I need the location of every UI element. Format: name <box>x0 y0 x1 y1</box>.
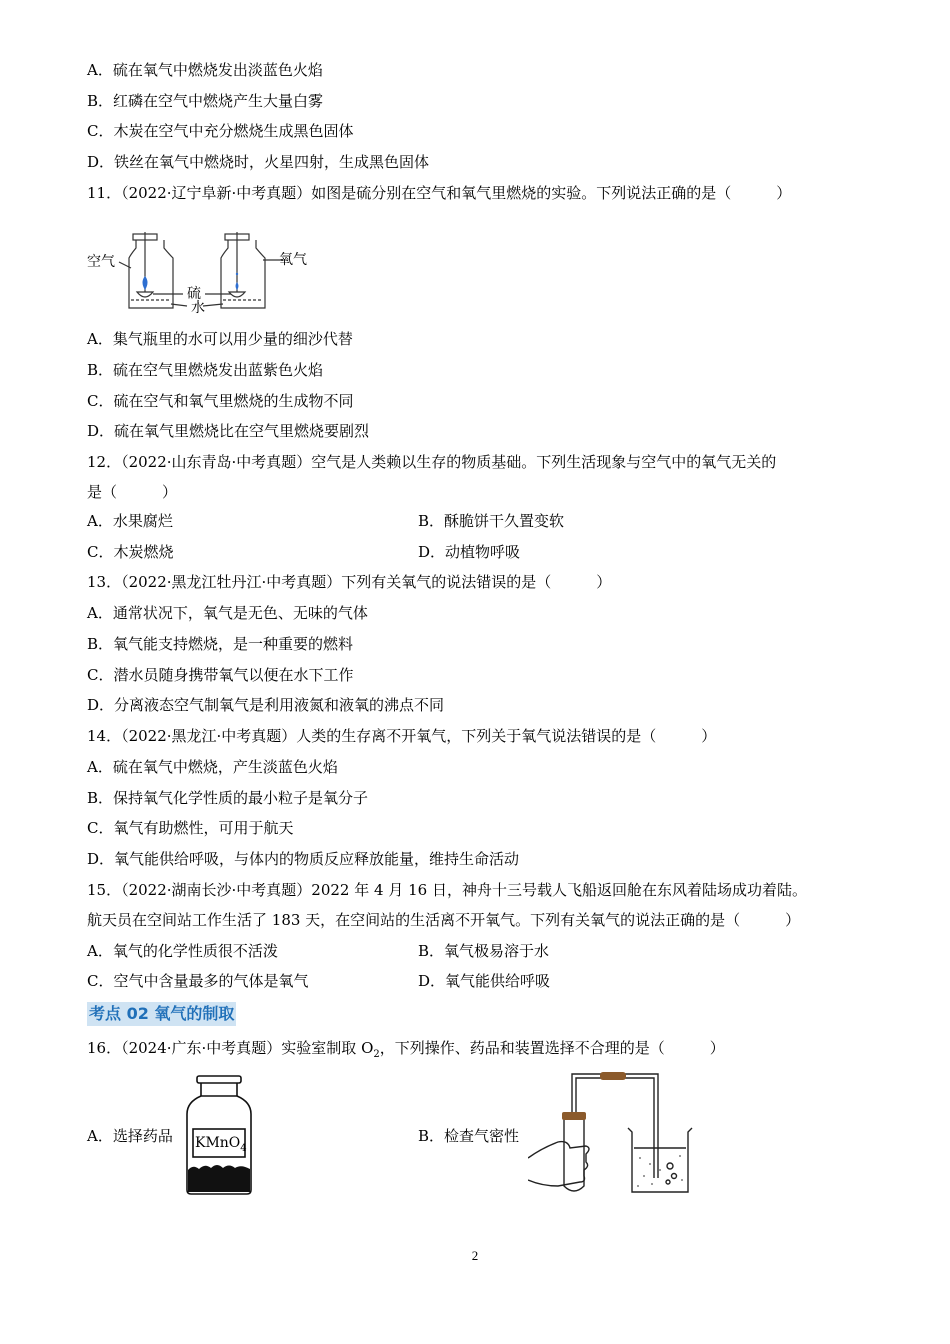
q11-figure-gas-jars <box>87 232 327 320</box>
q11-option-c: C．硫在空气和氧气里燃烧的生成物不同 <box>87 392 354 410</box>
q11-option-a: A．集气瓶里的水可以用少量的细沙代替 <box>87 330 353 348</box>
q12-option-d: D．动植物呼吸 <box>418 543 521 561</box>
q16-stem-sub: 2 <box>373 1049 380 1060</box>
q15-option-d: D．氧气能供给呼吸 <box>418 972 551 990</box>
q16-stem <box>87 1038 725 1065</box>
q16-stem-pre: 16．（2024·广东·中考真题）实验室制取 O <box>87 1039 374 1057</box>
bottle-label-sub: 4 <box>240 1142 247 1154</box>
page-number: 2 <box>471 1248 479 1263</box>
q11-option-b: B．硫在空气里燃烧发出蓝紫色火焰 <box>87 361 324 379</box>
label-sulfur: 硫 <box>187 286 201 302</box>
q14-stem: 14．（2022·黑龙江·中考真题）人类的生存离不开氧气，下列关于氧气说法错误的是（ ） <box>87 727 717 745</box>
section-heading: 考点 02 氧气的制取 <box>87 1002 236 1026</box>
q11-option-d: D．硫在氧气里燃烧比在空气里燃烧要剧烈 <box>87 422 370 440</box>
q11-stem: 11．（2022·辽宁阜新·中考真题）如图是硫分别在空气和氧气里燃烧的实验。下列说法正确的是（ ） <box>87 184 792 202</box>
q10-option-d: D．铁丝在氧气中燃烧时，火星四射，生成黑色固体 <box>87 153 430 171</box>
tube-beaker-icon <box>528 1068 698 1198</box>
airtightness-check-apparatus <box>528 1068 698 1198</box>
q15-stem-line2: 航天员在空间站工作生活了 183 天，在空间站的生活离不开氧气。下列有关氧气的说法正确的是（ ） <box>87 911 801 929</box>
q14-option-d: D．氧气能供给呼吸，与体内的物质反应释放能量，维持生命活动 <box>87 850 520 868</box>
q14-option-c: C．氧气有助燃性，可用于航天 <box>87 819 294 837</box>
q14-option-a: A．硫在氧气中燃烧，产生淡蓝色火焰 <box>87 758 338 776</box>
bottle-label-text: KMnO <box>195 1135 241 1151</box>
label-air: 空气 <box>87 254 115 270</box>
q12-stem-line2: 是（ ） <box>87 483 178 501</box>
q13-stem: 13．（2022·黑龙江牡丹江·中考真题）下列有关氧气的说法错误的是（ ） <box>87 573 612 591</box>
q16-stem-post: ，下列操作、药品和装置选择不合理的是（ ） <box>379 1039 725 1057</box>
q13-option-a: A．通常状况下，氧气是无色、无味的气体 <box>87 604 368 622</box>
sulfur-burning-diagram <box>87 232 327 320</box>
kmno4-reagent-bottle <box>183 1074 255 1196</box>
q14-option-b: B．保持氧气化学性质的最小粒子是氧分子 <box>87 789 369 807</box>
q10-option-a: A．硫在氧气中燃烧发出淡蓝色火焰 <box>87 61 323 79</box>
q15-option-a: A．氧气的化学性质很不活泼 <box>87 942 278 960</box>
q10-option-c: C．木炭在空气中充分燃烧生成黑色固体 <box>87 122 354 140</box>
q10-option-b: B．红磷在空气中燃烧产生大量白雾 <box>87 92 324 110</box>
bottle-label <box>195 1133 247 1159</box>
q16-option-b: B．检查气密性 <box>418 1127 520 1145</box>
q12-option-b: B．酥脆饼干久置变软 <box>418 512 565 530</box>
q12-option-a: A．水果腐烂 <box>87 512 173 530</box>
q13-option-d: D．分离液态空气制氧气是利用液氮和液氧的沸点不同 <box>87 696 445 714</box>
q15-stem-line1: 15．（2022·湖南长沙·中考真题）2022 年 4 月 16 日，神舟十三号载人飞船返回舱在东风着陆场成功着陆。 <box>87 881 807 899</box>
q15-option-b: B．氧气极易溶于水 <box>418 942 550 960</box>
q16-option-a: A．选择药品 <box>87 1127 173 1145</box>
q13-option-b: B．氧气能支持燃烧，是一种重要的燃料 <box>87 635 354 653</box>
q15-option-c: C．空气中含量最多的气体是氧气 <box>87 972 309 990</box>
label-water: 水 <box>191 300 205 316</box>
q12-option-c: C．木炭燃烧 <box>87 543 174 561</box>
q13-option-c: C．潜水员随身携带氧气以便在水下工作 <box>87 666 354 684</box>
q12-stem-line1: 12．（2022·山东青岛·中考真题）空气是人类赖以生存的物质基础。下列生活现象与空气中的氧气无关的 <box>87 453 777 471</box>
label-oxygen: 氧气 <box>279 252 307 268</box>
